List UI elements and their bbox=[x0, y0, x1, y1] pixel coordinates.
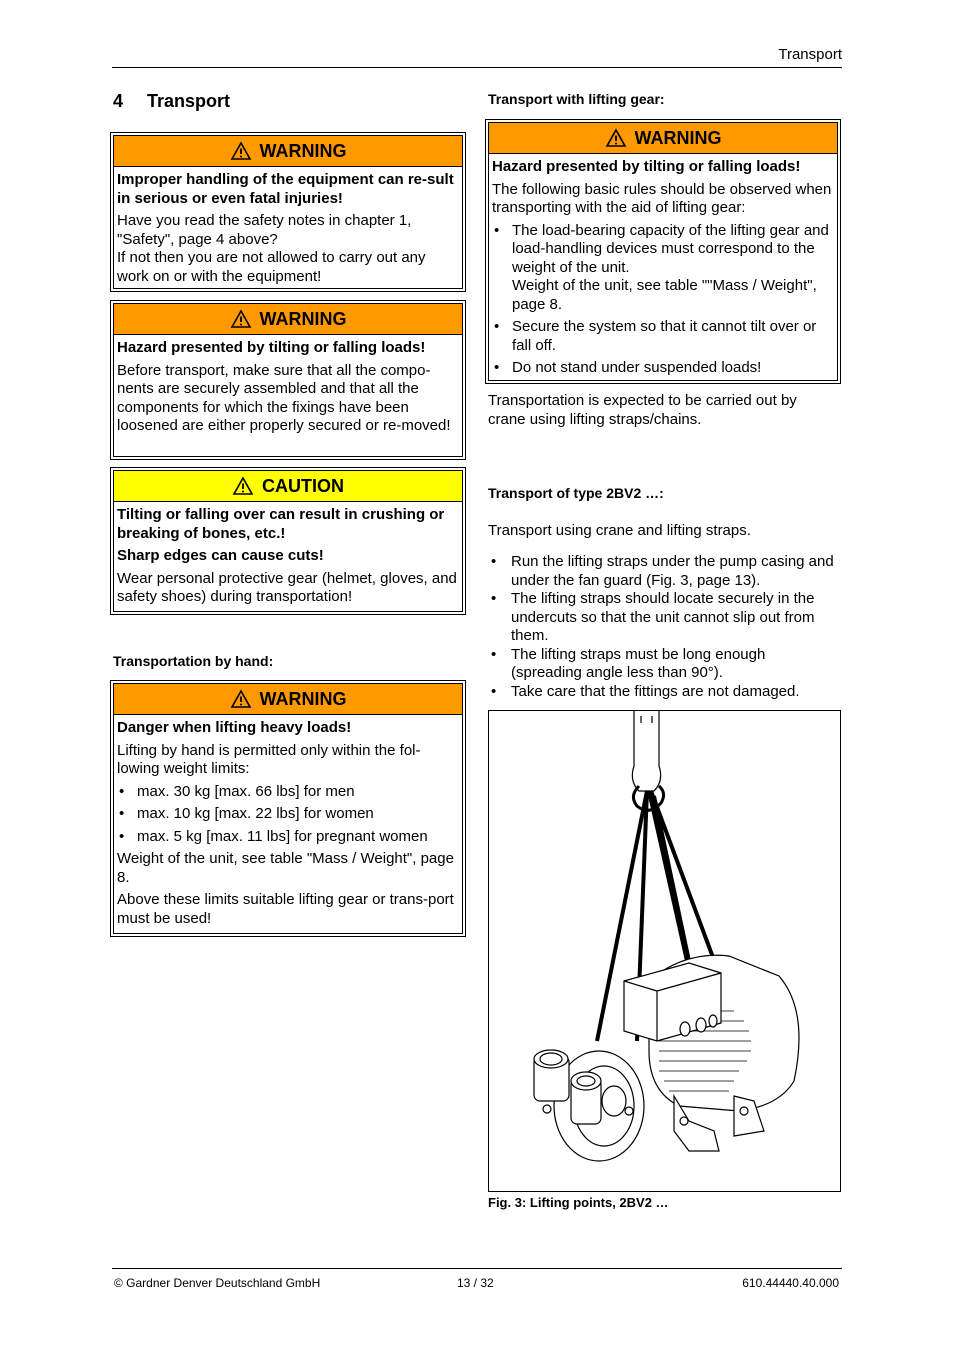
caution-bold-text: Sharp edges can cause cuts! bbox=[117, 547, 324, 564]
warning-bold-text: Improper handling of the equipment can re-sult in serious or even fatal injuries! bbox=[117, 171, 454, 207]
warning-text: Above these limits suitable lifting gear or trans-port must be used! bbox=[117, 891, 454, 927]
warning-triangle-icon bbox=[230, 309, 252, 329]
caution-bold-text: Tilting or falling over can result in crushing or breaking of bones, etc.! bbox=[117, 506, 445, 542]
list-item: • The lifting straps should locate securely in the undercuts so that the unit cannot slip out from them. bbox=[488, 590, 840, 646]
warning-header bbox=[114, 684, 462, 715]
list-item: • max. 10 kg [max. 22 lbs] for women bbox=[117, 805, 459, 824]
footer-page-number: 13 / 32 bbox=[457, 1276, 494, 1290]
list-item: • max. 5 kg [max. 11 lbs] for pregnant women bbox=[117, 828, 459, 847]
warning-box-improper-handling bbox=[110, 132, 466, 292]
warning-text: Lifting by hand is permitted only within the fol-lowing weight limits: bbox=[117, 741, 421, 777]
caution-label: CAUTION bbox=[262, 475, 344, 496]
warning-triangle-icon bbox=[232, 476, 254, 496]
lifting-gear-heading: Transport with lifting gear: bbox=[488, 91, 665, 107]
header-rule bbox=[112, 67, 842, 68]
lifting-rules-list bbox=[492, 222, 834, 378]
warning-triangle-icon bbox=[230, 141, 252, 161]
list-item-text: Weight of the unit, see table ""Mass / Weight", page 8. bbox=[512, 277, 817, 313]
type-text: Transport using crane and lifting straps. bbox=[488, 522, 751, 539]
warning-label: WARNING bbox=[259, 688, 347, 709]
warning-text: Before transport, make sure that all the compo-nents are securely assembled and that all the components for which the fixings have been loosened are either properly secured or re-moved! bbox=[117, 361, 451, 434]
type-heading: Transport of type 2BV2 …: bbox=[488, 485, 664, 501]
list-item bbox=[492, 222, 834, 315]
footer-copyright: © Gardner Denver Deutschland GmbH bbox=[114, 1276, 321, 1290]
list-item: • max. 30 kg [max. 66 lbs] for men bbox=[117, 783, 459, 802]
list-item: • Run the lifting straps under the pump casing and under the fan guard (Fig. 3, page 13). bbox=[488, 553, 840, 590]
warning-text: Weight of the unit, see table "Mass / Weight", page 8. bbox=[117, 850, 454, 886]
warning-text: If not then you are not allowed to carry out any work on or with the equipment! bbox=[117, 249, 426, 285]
pump-lifting-illustration bbox=[489, 711, 840, 1191]
warning-bold-text: Danger when lifting heavy loads! bbox=[117, 719, 352, 736]
header-section-title: Transport bbox=[778, 46, 842, 63]
warning-bold-text: Hazard presented by tilting or falling loads! bbox=[117, 339, 426, 356]
list-item: • Take care that the fittings are not damaged. bbox=[488, 683, 840, 702]
chapter-number: 4 bbox=[113, 91, 124, 111]
warning-triangle-icon bbox=[605, 128, 627, 148]
warning-box-heavy-loads bbox=[110, 680, 466, 937]
list-item: • The lifting straps must be long enough (spreading angle less than 90°). bbox=[488, 646, 840, 683]
crane-text: Transportation is expected to be carried out by crane using lifting straps/chains. bbox=[488, 392, 797, 428]
warning-header bbox=[114, 136, 462, 167]
weight-limit-list bbox=[117, 783, 459, 847]
chapter-heading bbox=[113, 91, 230, 112]
warning-label: WARNING bbox=[259, 140, 347, 161]
warning-bold-text: Hazard presented by tilting or falling loads! bbox=[492, 158, 801, 175]
warning-header bbox=[114, 304, 462, 335]
warning-triangle-icon bbox=[230, 689, 252, 709]
caution-header bbox=[114, 471, 462, 502]
warning-box-lifting-gear bbox=[485, 119, 841, 384]
by-hand-heading: Transportation by hand: bbox=[113, 653, 274, 669]
type-instructions bbox=[488, 553, 840, 701]
list-item: • Do not stand under suspended loads! bbox=[492, 359, 834, 378]
figure-lifting-points bbox=[488, 710, 841, 1192]
caution-text: Wear personal protective gear (helmet, gloves, and safety shoes) during transportation! bbox=[117, 569, 457, 605]
caution-box bbox=[110, 467, 466, 615]
footer-document-number: 610.44440.40.000 bbox=[742, 1276, 839, 1290]
warning-label: WARNING bbox=[259, 308, 347, 329]
warning-header bbox=[489, 123, 837, 154]
list-item: • Secure the system so that it cannot tilt over or fall off. bbox=[492, 318, 834, 355]
chapter-title: Transport bbox=[147, 91, 231, 111]
list-item-text: The load-bearing capacity of the lifting gear and load-handling devices must correspond to the weight of the unit. bbox=[512, 221, 829, 276]
warning-text: Have you read the safety notes in chapter 1, "Safety", page 4 above? bbox=[117, 212, 412, 248]
warning-text: The following basic rules should be observed when transporting with the aid of lifting gear: bbox=[492, 180, 832, 216]
warning-box-tilting bbox=[110, 300, 466, 460]
footer-rule bbox=[112, 1268, 842, 1269]
figure-caption: Fig. 3: Lifting points, 2BV2 … bbox=[488, 1195, 669, 1210]
warning-label: WARNING bbox=[634, 127, 722, 148]
